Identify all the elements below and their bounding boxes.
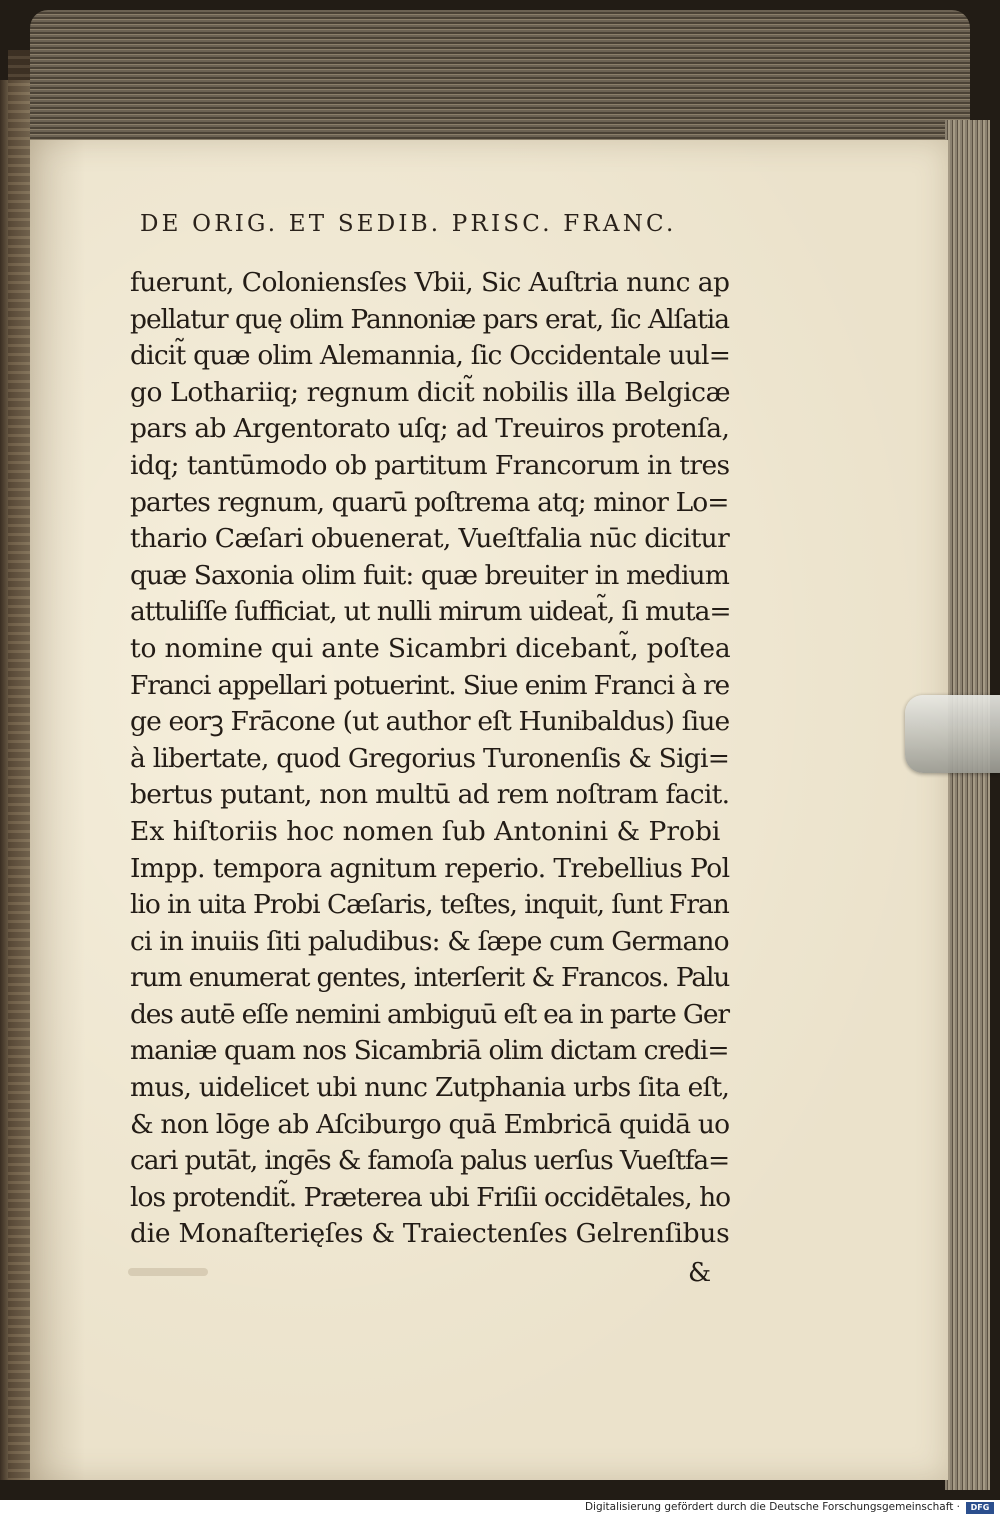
text-line: thario Cæſari obuenerat, Vueſtfalia nūc dicitur — [130, 523, 730, 555]
text-line: bertus putant, non multū ad rem noſtram facit. — [130, 779, 730, 811]
text-line: ci in inuiis ſiti paludibus: & ſæpe cum Germano — [130, 925, 729, 957]
text-line: attuliſſe ſufficiat, ut nulli mirum uideat̃, ſi muta= — [130, 596, 731, 628]
text-line: lio in uita Probi Cæſaris, teſtes, inquit, ſunt Fran — [130, 889, 729, 921]
text-line: to nomine qui ante Sicambri dicebant̃, poſtea — [130, 632, 731, 664]
footer-bar — [0, 1500, 1000, 1517]
running-header: DE ORIG. ET SEDIB. PRISC. FRANC. — [140, 211, 677, 237]
text-line: mus, uidelicet ubi nunc Zutphania urbs ſita eſt, — [130, 1072, 730, 1104]
text-line: los protendit̃. Præterea ubi Friſii occidētales, ho — [130, 1181, 731, 1213]
text-line: quæ Saxonia olim fuit: quæ breuiter in medium — [130, 559, 729, 591]
text-line: go Lothariiq; regnum dicit̃ nobilis illa Belgicæ — [130, 376, 731, 408]
text-line: pellatur quę olim Pannoniæ pars erat, ſic Alſatia — [130, 303, 729, 335]
text-line: & non lōge ab Aſciburgo quā Embricā quidā uo — [130, 1108, 730, 1140]
text-line: à libertate, quod Gregorius Turonenſis & Sigi= — [130, 742, 730, 774]
text-line: partes regnum, quarū poſtrema atq; minor Lo= — [130, 486, 729, 518]
text-line: idq; tantūmodo ob partitum Francorum in tres — [130, 449, 730, 481]
page-clip-tab — [905, 695, 1000, 773]
text-line: Ex hiſtoriis hoc nomen ſub Antonini & Probi — [130, 815, 721, 847]
text-line: ge eorꝫ Frācone (ut author eſt Hunibaldus) ſiue — [130, 706, 730, 738]
catchword: & — [688, 1258, 712, 1288]
page-body-text — [130, 265, 730, 1253]
book-spine — [8, 50, 30, 1480]
dfg-logo-icon: DFG — [966, 1502, 994, 1514]
text-line: die Monaſterięſes & Traiectenſes Gelrenſibus — [130, 1218, 730, 1250]
text-line: fuerunt, Coloniensſes Vbii, Sic Auſtria nunc ap — [130, 267, 730, 298]
text-line: rum enumerat gentes, interſerit & Francos. Palu — [130, 962, 730, 994]
text-line: maniæ quam nos Sicambriā olim dictam credi= — [130, 1035, 729, 1067]
footer-credit: Digitalisierung gefördert durch die Deutsche Forschungsgemeinschaft · — [584, 1501, 960, 1513]
text-line: dicit̃ quæ olim Alemannia, ſic Occidentale uul= — [130, 340, 731, 372]
text-line: Franci appellari potuerint. Siue enim Franci à re — [130, 669, 730, 701]
text-line: cari putāt, ingēs & famoſa palus uerſus Vueſtfa= — [130, 1145, 730, 1177]
text-line: des autē eſſe nemini ambiguū eſt ea in parte Ger — [130, 998, 729, 1030]
text-line: pars ab Argentorato uſq; ad Treuiros protenſa, — [130, 413, 730, 445]
ink-smudge — [128, 1268, 208, 1276]
text-line: Impp. tempora agnitum reperio. Trebellius Pol — [130, 852, 730, 884]
right-page-edges — [945, 120, 990, 1490]
top-page-edges — [30, 10, 970, 145]
